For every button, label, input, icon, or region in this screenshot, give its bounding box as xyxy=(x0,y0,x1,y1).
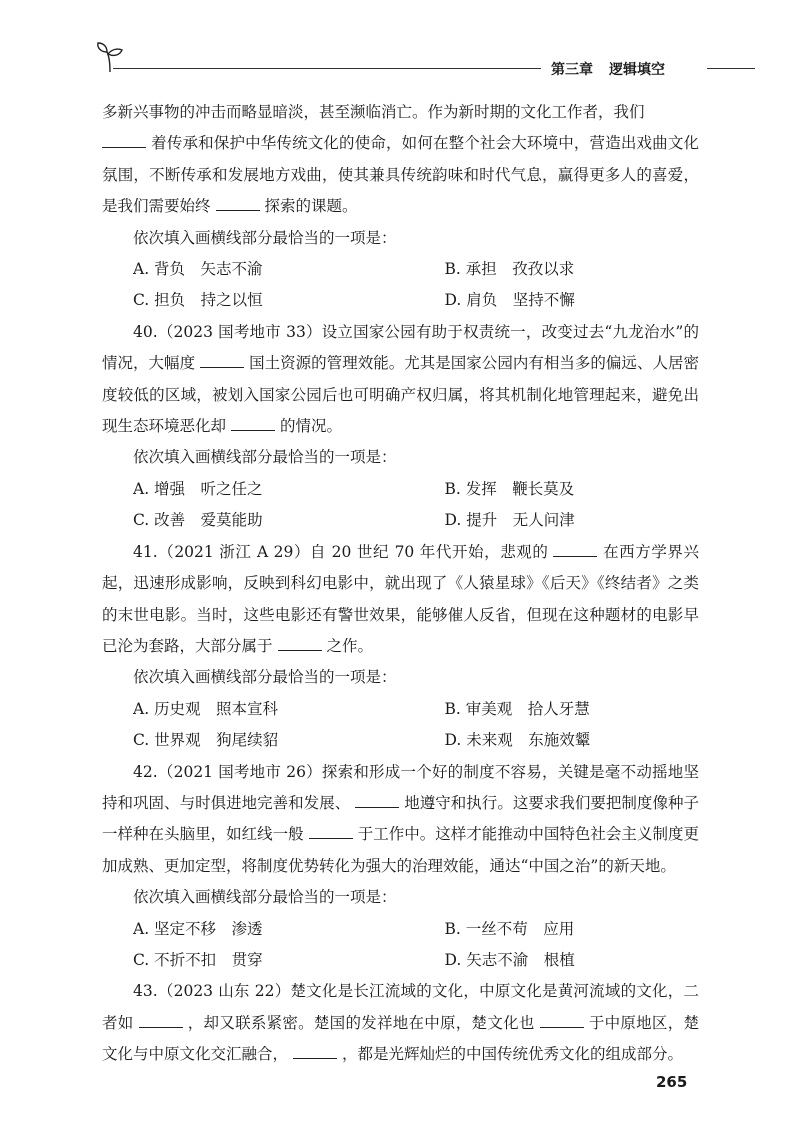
option-b[interactable]: B. 发挥 鞭长莫及 xyxy=(444,479,575,498)
options-grid xyxy=(102,474,699,537)
q40-text-c: 的情况。 xyxy=(280,417,343,436)
answer-blank xyxy=(139,1013,183,1028)
option-a[interactable]: A. 背负 矢志不渝 xyxy=(133,260,263,279)
intro-paragraph xyxy=(102,97,699,223)
options-grid xyxy=(102,254,699,317)
answer-blank xyxy=(231,416,275,431)
header-rule-left xyxy=(113,68,541,69)
q42-text-b: 地遵守和执行。这要求我们要把制度像种子一样种在头脑里，如红线一般 xyxy=(102,793,699,844)
option-a[interactable]: A. 坚定不移 渗透 xyxy=(133,919,263,938)
page-number: 265 xyxy=(656,1073,688,1091)
answer-blank xyxy=(200,353,244,368)
option-c[interactable]: C. 担负 持之以恒 xyxy=(133,291,263,310)
question-42-stem xyxy=(102,757,699,883)
option-c[interactable]: C. 不折不扣 贯穿 xyxy=(133,950,263,969)
answer-blank xyxy=(540,1013,584,1028)
question-prompt: 依次填入画横线部分最恰当的一项是： xyxy=(133,888,397,907)
intro-text-3: 探索的课题。 xyxy=(264,197,358,216)
option-b[interactable]: B. 审美观 拾人牙慧 xyxy=(444,699,590,718)
option-d[interactable]: D. 肩负 坚持不懈 xyxy=(444,291,575,310)
chapter-heading xyxy=(551,59,665,79)
option-b[interactable]: B. 承担 孜孜以求 xyxy=(444,260,575,279)
q43-text-d: ，都是光辉灿烂的中国传统优秀文化的组成部分。 xyxy=(342,1045,684,1064)
question-prompt: 依次填入画横线部分最恰当的一项是： xyxy=(133,448,397,467)
q40-text-a: 40.（2023 国考地市 33）设立国家公园有助于权责统一，改变过去“九龙治水”的情况，大幅度 xyxy=(102,322,699,373)
answer-blank xyxy=(309,824,353,839)
q41-text-c: 之作。 xyxy=(326,636,374,655)
option-c[interactable]: C. 改善 爱莫能助 xyxy=(133,511,263,530)
answer-blank xyxy=(278,636,322,651)
answer-blank xyxy=(102,133,146,148)
answer-blank xyxy=(216,196,260,211)
question-40-stem xyxy=(102,317,699,443)
q42-text-a: 42.（2021 国考地市 26）探索和形成一个好的制度不容易，关键是毫不动摇地坚持和巩固、与时俱进地完善和发展、 xyxy=(102,762,699,812)
intro-text-2: 着传承和保护中华传统文化的使命，如何在整个社会大环境中，营造出戏曲文化氛围，不断传承和发展地方戏曲，使其兼具传统韵味和时代气息，赢得更多人的喜爱，是我们需要始终 xyxy=(102,134,699,216)
intro-text-1: 多新兴事物的冲击而略显暗淡，甚至濒临消亡。作为新时期的文化工作者，我们 xyxy=(102,103,645,121)
option-d[interactable]: D. 提升 无人问津 xyxy=(444,511,575,530)
option-d[interactable]: D. 未来观 东施效颦 xyxy=(444,731,591,750)
chapter-title: 逻辑填空 xyxy=(609,62,665,78)
q43-text-a: 43.（2023 山东 22）楚文化是长江流域的文化，中原文化是黄河流域的文化，二者如 xyxy=(102,982,699,1032)
option-d[interactable]: D. 矢志不渝 根植 xyxy=(444,950,575,969)
answer-blank xyxy=(553,542,597,557)
q41-text-b: 在西方学界兴起，迅速形成影响，反映到科幻电影中，就出现了《人猿星球》《后天》《终结者》之类的末世电影。当时，这些电影还有警世效果，能够催人反省，但现在这种题材的电影早已沦为套路，大部分属于 xyxy=(102,542,699,655)
option-a[interactable]: A. 历史观 照本宣科 xyxy=(133,699,279,718)
page-content xyxy=(102,97,699,1071)
question-prompt: 依次填入画横线部分最恰当的一项是： xyxy=(133,668,397,687)
q42-text-c: 于工作中。这样才能推动中国特色社会主义制度更加成熟、更加定型，将制度优势转化为强大的治理效能，通达“中国之治”的新天地。 xyxy=(102,825,699,875)
answer-blank xyxy=(355,793,399,808)
q43-text-b: ，却又联系紧密。楚国的发祥地在中原，楚文化也 xyxy=(187,1013,535,1032)
option-c[interactable]: C. 世界观 狗尾续貂 xyxy=(133,731,279,750)
chapter-label: 第三章 xyxy=(551,62,593,78)
options-grid xyxy=(102,914,699,977)
question-43-stem xyxy=(102,976,699,1070)
option-b[interactable]: B. 一丝不苟 应用 xyxy=(444,919,575,938)
question-41-stem xyxy=(102,537,699,663)
page-header xyxy=(95,40,745,80)
answer-blank xyxy=(293,1044,337,1059)
q41-text-a: 41.（2021 浙江 A 29）自 20 世纪 70 年代开始，悲观的 xyxy=(133,542,549,561)
option-a[interactable]: A. 增强 听之任之 xyxy=(133,479,263,498)
q40-text-b: 国土资源的管理效能。尤其是国家公园内有相当多的偏远、人居密度较低的区域，被划入国家公园后也可明确产权归属，将其机制化地管理起来，避免出现生态环境恶化却 xyxy=(102,354,699,436)
header-rule-right xyxy=(707,68,755,69)
options-grid xyxy=(102,694,699,757)
question-prompt: 依次填入画横线部分最恰当的一项是： xyxy=(133,228,397,247)
q43-text-c: 于中原地区，楚文化与中原文化交汇融合， xyxy=(102,1013,699,1064)
